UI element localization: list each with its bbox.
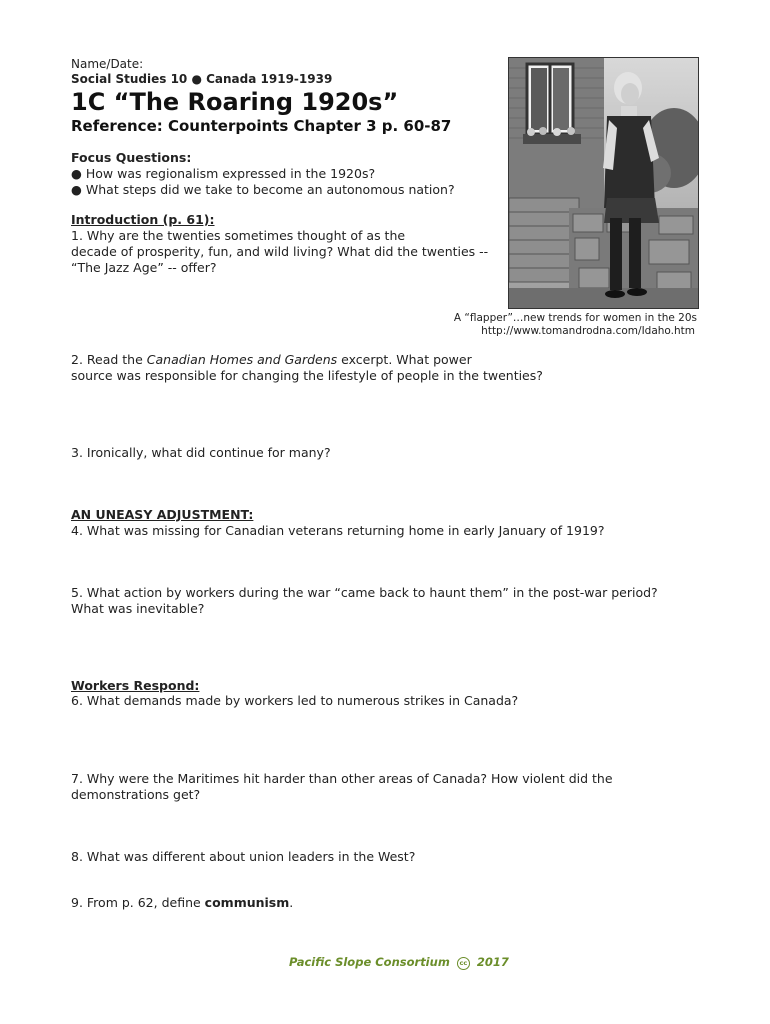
question-5-line: What was inevitable? bbox=[71, 601, 205, 616]
course-label: Social Studies 10 ● Canada 1919-1939 bbox=[71, 72, 333, 86]
creative-commons-icon bbox=[457, 957, 470, 970]
question-1-line: 1. Why are the twenties sometimes thought of as the bbox=[71, 228, 406, 243]
cc-label: cc bbox=[459, 959, 468, 967]
name-date-label: Name/Date: bbox=[71, 57, 144, 71]
question-2-italic: Canadian Homes and Gardens bbox=[146, 352, 338, 367]
footer-year: 2017 bbox=[476, 955, 509, 969]
question-9-term: communism bbox=[204, 895, 290, 910]
question-5-line: 5. What action by workers during the war “came back to haunt them” in the post-war period? bbox=[71, 585, 658, 600]
focus-item: ● What steps did we take to become an autonomous nation? bbox=[71, 182, 455, 197]
question-2-prefix: 2. Read the bbox=[71, 352, 147, 367]
question-2-line: source was responsible for changing the lifestyle of people in the twenties? bbox=[71, 368, 543, 383]
focus-heading: Focus Questions: bbox=[71, 150, 192, 165]
question-6: 6. What demands made by workers led to numerous strikes in Canada? bbox=[71, 693, 519, 708]
reference-line: Reference: Counterpoints Chapter 3 p. 60-87 bbox=[71, 117, 452, 135]
footer bbox=[289, 955, 509, 970]
question-1-line: decade of prosperity, fun, and wild living? What did the twenties -- bbox=[71, 244, 489, 259]
focus-item: ● How was regionalism expressed in the 1920s? bbox=[71, 166, 376, 181]
question-9-prefix: 9. From p. 62, define bbox=[71, 895, 205, 910]
question-9 bbox=[71, 895, 293, 911]
question-2-line bbox=[71, 352, 472, 368]
workers-heading: Workers Respond: bbox=[71, 678, 200, 693]
question-1-line: “The Jazz Age” -- offer? bbox=[71, 260, 217, 275]
page-title: 1C “The Roaring 1920s” bbox=[71, 88, 399, 116]
intro-heading: Introduction (p. 61): bbox=[71, 212, 215, 227]
question-7-line: 7. Why were the Maritimes hit harder than other areas of Canada? How violent did the bbox=[71, 771, 613, 786]
flapper-photo bbox=[508, 57, 699, 309]
photo-caption: A “flapper”…new trends for women in the 20s bbox=[453, 312, 697, 324]
question-3: 3. Ironically, what did continue for many? bbox=[71, 445, 331, 460]
footer-org: Pacific Slope Consortium bbox=[289, 955, 450, 969]
uneasy-heading: AN UNEASY ADJUSTMENT: bbox=[71, 507, 254, 522]
photo-source-url: http://www.tomandrodna.com/Idaho.htm bbox=[481, 325, 695, 337]
question-2-suffix: excerpt. What power bbox=[337, 352, 472, 367]
question-7-line: demonstrations get? bbox=[71, 787, 201, 802]
question-9-suffix: . bbox=[289, 895, 294, 910]
question-4: 4. What was missing for Canadian veterans returning home in early January of 1919? bbox=[71, 523, 605, 538]
question-8: 8. What was different about union leaders in the West? bbox=[71, 849, 416, 864]
